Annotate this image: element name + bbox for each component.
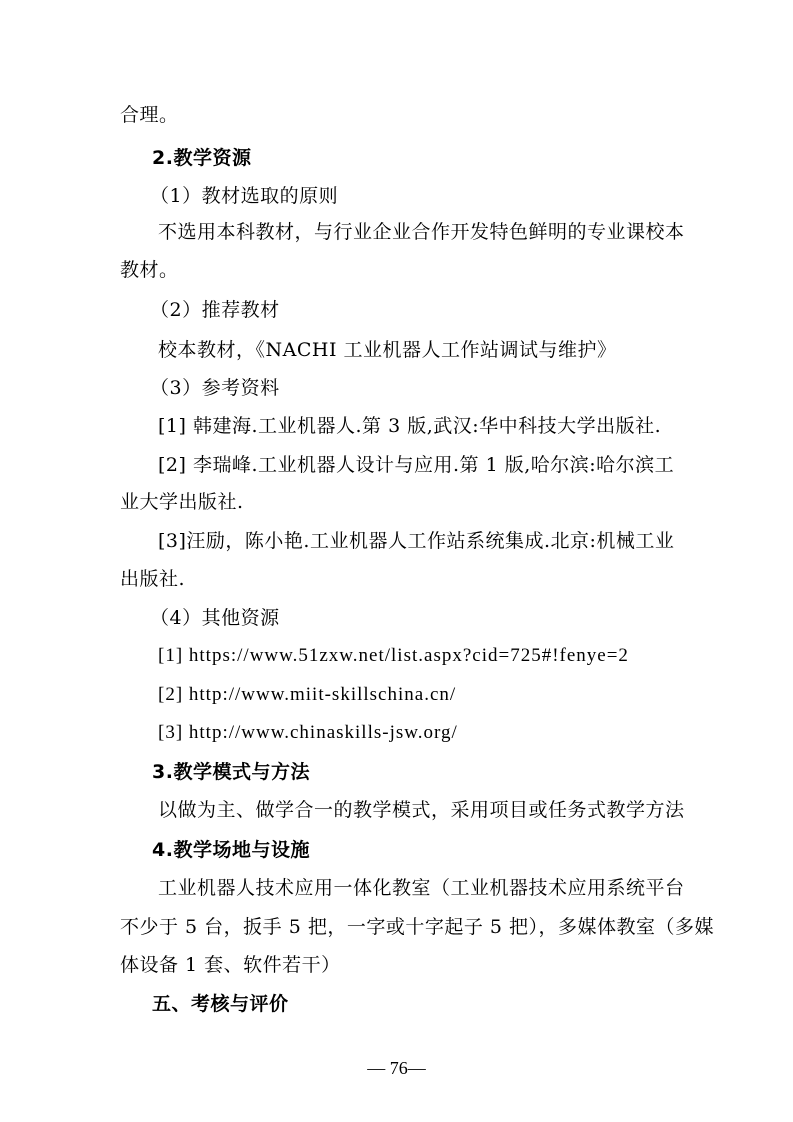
text-line: 合理。 — [120, 104, 179, 126]
chapter-heading-assessment: 五、考核与评价 — [152, 993, 289, 1015]
subheading: （2）推荐教材 — [150, 299, 280, 321]
link-reference: [2] http://www.miit-skillschina.cn/ — [158, 684, 457, 705]
subheading: （1）教材选取的原则 — [150, 185, 339, 207]
text-line: 校本教材，《NACHI 工业机器人工作站调试与维护》 — [158, 339, 617, 361]
text-line: 工业机器人技术应用一体化教室（工业机器技术应用系统平台 — [158, 877, 685, 899]
text-line: 教材。 — [120, 259, 179, 281]
text-line: 以做为主、做学合一的教学模式，采用项目或任务式教学方法 — [158, 799, 685, 821]
section-heading-teaching-mode: 3.教学模式与方法 — [152, 761, 310, 783]
subheading: （3）参考资料 — [150, 377, 280, 399]
text-line: 业大学出版社. — [120, 491, 244, 513]
reference-item: [3]汪励，陈小艳.工业机器人工作站系统集成.北京:机械工业 — [158, 530, 675, 552]
reference-item: [1] 韩建海.工业机器人.第 3 版,武汉:华中科技大学出版社. — [158, 415, 662, 437]
text-line: 不选用本科教材，与行业企业合作开发特色鲜明的专业课校本 — [158, 221, 685, 243]
link-reference: [1] https://www.51zxw.net/list.aspx?cid=725#!fenye=2 — [158, 645, 629, 666]
reference-item: [2] 李瑞峰.工业机器人设计与应用.第 1 版,哈尔滨:哈尔滨工 — [158, 454, 675, 476]
link-reference: [3] http://www.chinaskills-jsw.org/ — [158, 722, 458, 743]
subheading: （4）其他资源 — [150, 607, 280, 629]
section-heading-teaching-resources: 2.教学资源 — [152, 147, 252, 169]
section-heading-facilities: 4.教学场地与设施 — [152, 839, 310, 861]
text-line: 不少于 5 台，扳手 5 把，一字或十字起子 5 把），多媒体教室（多媒 — [120, 916, 715, 938]
page-number: — 76— — [367, 1058, 426, 1078]
text-line: 体设备 1 套、软件若干） — [120, 954, 341, 976]
text-line: 出版社. — [120, 568, 186, 590]
